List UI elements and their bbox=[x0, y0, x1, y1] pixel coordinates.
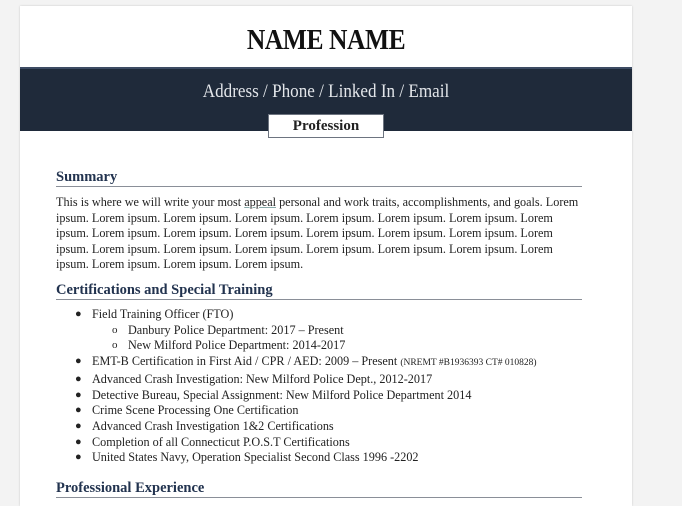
contact-line: Address / Phone / Linked In / Email bbox=[202, 81, 450, 102]
profession-box: Profession bbox=[268, 114, 384, 138]
certifications-heading: Certifications and Special Training bbox=[56, 282, 582, 300]
fto-new-milford: New Milford Police Department: 2014-2017 bbox=[128, 338, 346, 353]
list-item bbox=[56, 419, 596, 435]
summary-paragraph bbox=[56, 195, 584, 273]
summary-intro-before: This is where we will write your most bbox=[56, 195, 245, 209]
sub-bullet-icon: o bbox=[112, 339, 118, 352]
cert-item: United States Navy, Operation Specialist Second Class 1996 -2202 bbox=[92, 450, 419, 465]
resume-page bbox=[20, 6, 632, 506]
bullet-icon: ● bbox=[75, 388, 82, 401]
cert-item: Crime Scene Processing One Certification bbox=[92, 403, 299, 418]
cert-emt: EMT-B Certification in First Aid / CPR / AED: 2009 – Present bbox=[92, 354, 401, 369]
resume-name: NAME NAME bbox=[246, 24, 406, 56]
cert-item: Detective Bureau, Special Assignment: New Milford Police Department 2014 bbox=[92, 387, 472, 402]
bullet-icon: ● bbox=[75, 435, 82, 448]
fto-danbury: Danbury Police Department: 2017 – Present bbox=[128, 322, 344, 337]
list-item bbox=[56, 403, 596, 419]
summary-lorem: Lorem ipsum. Lorem ipsum. Lorem ipsum. Lorem ipsum. Lorem ipsum. Lorem ipsum. Lorem ipsum. Lorem ipsum. Lorem ipsum. Lorem ipsum. Lorem ipsum. Lorem ipsum. Lorem ipsum. Lorem ipsum. Lorem ipsum. Lorem ipsum. Lorem ipsum. Lorem ipsum. Lorem ipsum. Lorem ipsum. Lorem ipsum. Lorem ipsum. Lorem ipsum. Lorem ipsum. Lorem ipsum. bbox=[56, 195, 579, 272]
bullet-icon: ● bbox=[75, 355, 82, 368]
bullet-icon: ● bbox=[75, 419, 82, 432]
sub-list-item bbox=[56, 323, 596, 339]
summary-intro-underlined: appeal bbox=[244, 195, 277, 209]
bullet-icon: ● bbox=[75, 372, 82, 385]
summary-heading: Summary bbox=[56, 169, 582, 187]
bullet-icon: ● bbox=[75, 451, 82, 464]
sub-list-item bbox=[56, 338, 596, 354]
bullet-icon: ● bbox=[75, 404, 82, 417]
cert-item: Completion of all Connecticut P.O.S.T Certifications bbox=[92, 434, 350, 449]
summary-intro-after: personal and work traits, accomplishments, and goals. bbox=[276, 195, 543, 209]
certifications-list bbox=[56, 307, 596, 466]
sub-bullet-icon: o bbox=[112, 323, 118, 336]
list-item bbox=[56, 435, 596, 451]
list-item bbox=[56, 307, 596, 354]
list-item bbox=[56, 354, 596, 372]
cert-item: Advanced Crash Investigation 1&2 Certifications bbox=[92, 418, 334, 433]
experience-heading: Professional Experience bbox=[56, 480, 582, 498]
cert-fto: Field Training Officer (FTO) bbox=[92, 307, 234, 321]
cert-item: Advanced Crash Investigation: New Milford Police Dept., 2012-2017 bbox=[92, 371, 433, 386]
bullet-icon: ● bbox=[75, 308, 82, 320]
list-item bbox=[56, 450, 596, 466]
cert-emt-note: (NREMT #B1936393 CT# 010828) bbox=[400, 358, 537, 369]
fto-sublist bbox=[92, 323, 596, 354]
list-item bbox=[56, 372, 596, 388]
list-item bbox=[56, 388, 596, 404]
